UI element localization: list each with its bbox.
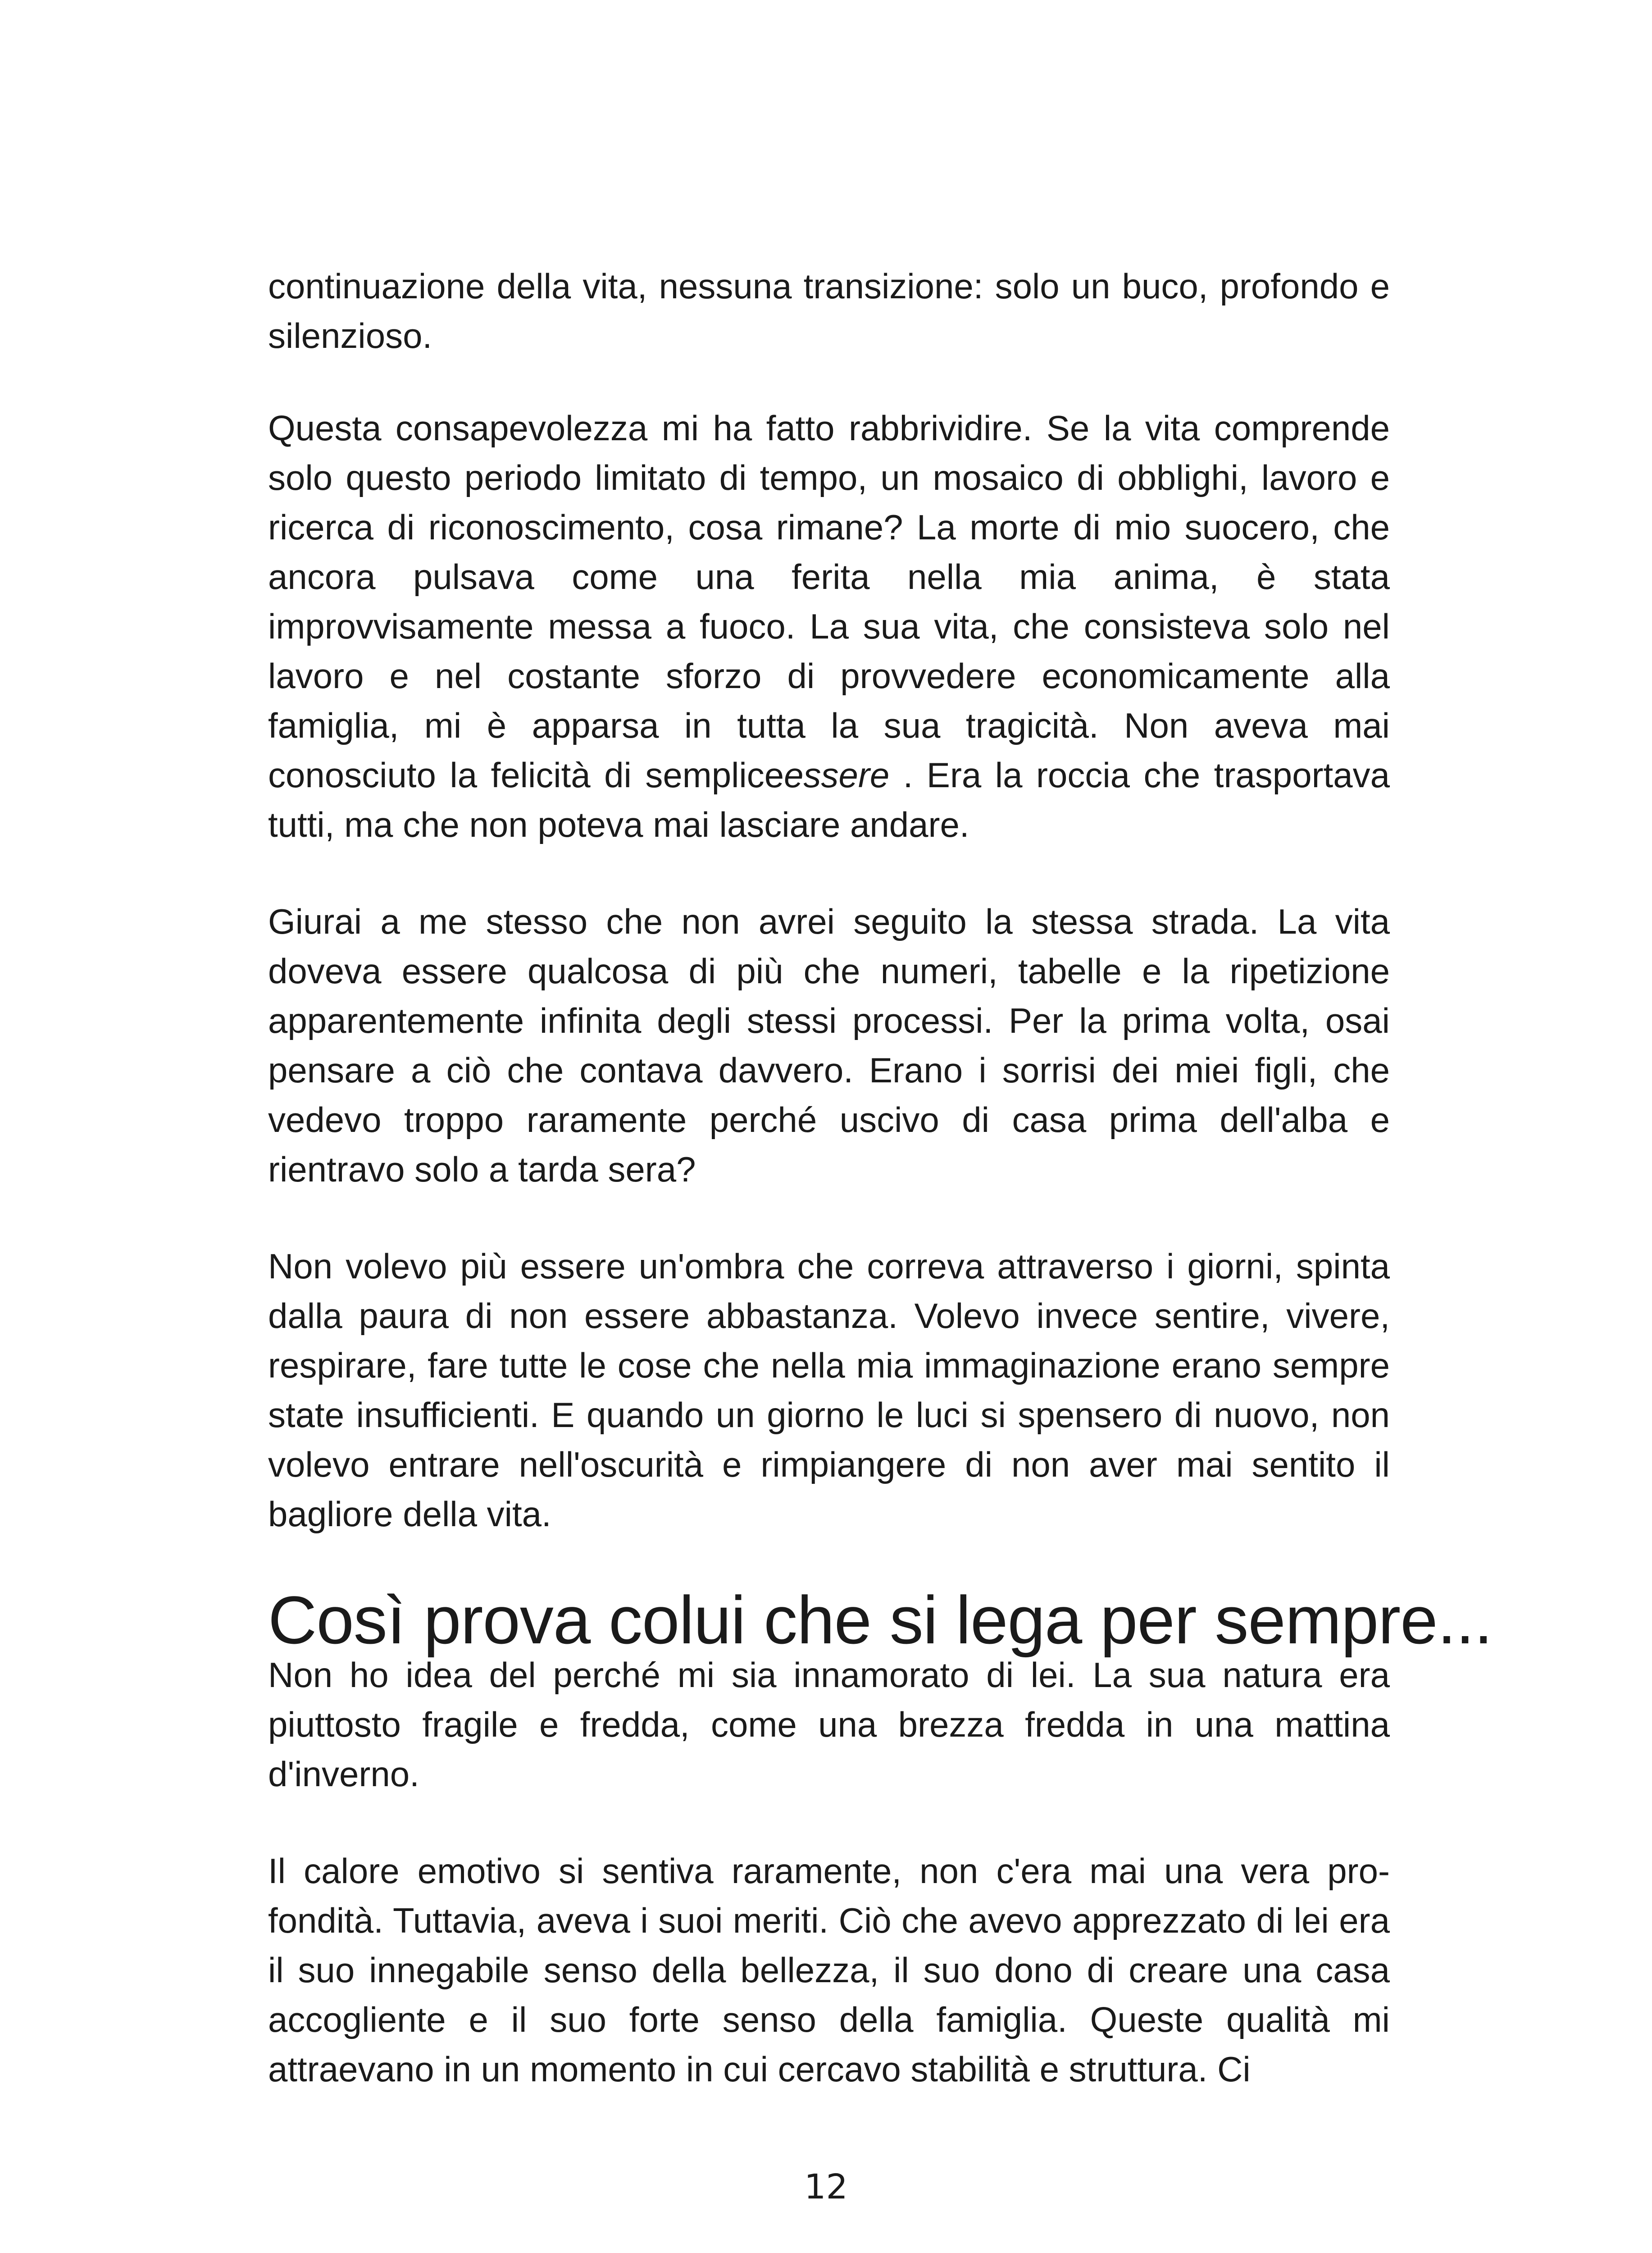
paragraph-5: Non ho idea del perché mi sia innamorato di lei. La sua natura era piuttosto fragile e fredda, come una brezza fredda in una mattina d'inverno.	[268, 1655, 1390, 1794]
section-heading: Così prova colui che si lega per sempre...	[268, 1582, 1493, 1658]
paragraph-1: continuazione della vita, nessuna transizione: solo un buco, profondo e silenzioso.	[268, 266, 1390, 356]
paragraph-4: Non volevo più essere un'ombra che correva attraverso i giorni, spinta dalla paura di non essere abbastanza. Volevo invece sentire, vivere, respirare, fare tutte le cose che nella mia immaginazione erano sempre state insufficienti. E quando un giorno le luci si spensero di nuovo, non volevo entrare nell'oscurità e rimpiangere di non aver mai sentito il bagliore della vita.	[268, 1246, 1390, 1534]
paragraph-2-italic-word: essere	[784, 755, 890, 795]
paragraph-2-text-b: . Era la roccia che trasportava tutti, ma che non poteva mai lasciare andare.	[268, 755, 1390, 844]
page-body	[268, 261, 1493, 2141]
page-number: 12	[804, 2166, 848, 2207]
paragraph-2	[268, 403, 1390, 849]
paragraph-6: Il calore emotivo si sentiva raramente, non c'era mai una vera profondità. Tuttavia, aveva i suoi meriti. Ciò che avevo apprezzato di lei era il suo innegabile senso della bellezza, il suo dono di creare una casa accogliente e il suo forte senso della famiglia. Queste qualità mi attraevano in un momento in cui cercavo stabilità e struttura. Ci	[268, 1851, 1390, 2089]
paragraph-3: Giurai a me stesso che non avrei seguito la stessa strada. La vita doveva essere qualcosa di più che numeri, tabelle e la ripetizione apparentemente infinita degli stessi processi. Per la prima volta, osai pensare a ciò che contava davvero. Erano i sorrisi dei miei figli, che vedevo troppo raramente perché uscivo di casa prima dell'alba e rientravo solo a tarda sera?	[268, 902, 1390, 1189]
paragraph-2-text-a: Questa consapevolezza mi ha fatto rabbrividire. Se la vita comprende solo questo periodo limitato di tempo, un mosaico di obblighi, lavoro e ricerca di riconoscimento, cosa rimane? La morte di mio suocero, che ancora pulsava come una ferita nella mia anima, è stata improvvisamente messa a fuoco. La sua vita, che consisteva solo nel lavoro e nel costante sforzo di provvedere economicamente alla famiglia, mi è apparsa in tutta la sua tragicità. Non aveva mai conosciuto la felicità di semplice	[268, 408, 1390, 795]
